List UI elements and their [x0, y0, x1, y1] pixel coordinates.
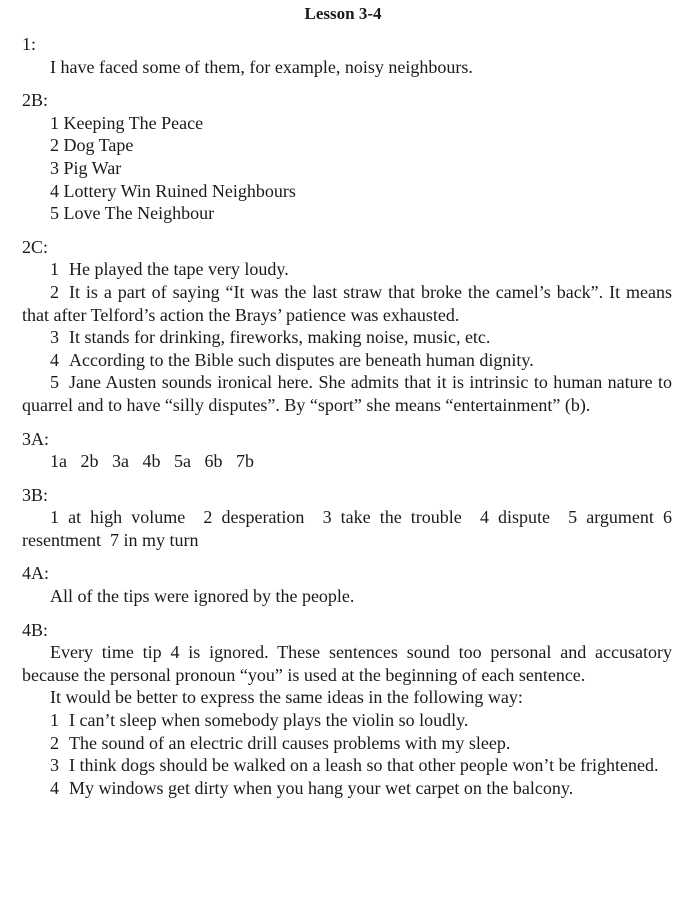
section-label: 1: [22, 34, 37, 54]
item-text: I can’t sleep when somebody plays the violin so loudly. [69, 710, 469, 731]
item-number: 1 [50, 710, 59, 731]
paragraph: Every time tip 4 is ignored. These sentences sound too personal and accusatory because the personal pronoun “you” is used at the beginning of each sentence. [22, 642, 672, 685]
item-number: 2 [50, 281, 59, 302]
item-number: 2 [50, 732, 59, 753]
item-number: 5 [50, 372, 59, 393]
list-item [22, 754, 672, 777]
list-item: 5 Love The Neighbour [50, 203, 215, 224]
list-item [22, 258, 672, 281]
answer-text: All of the tips were ignored by the people. [50, 586, 355, 607]
list-item [22, 709, 672, 732]
list-item [22, 326, 672, 349]
section-4a [22, 562, 672, 607]
answer: 4b [142, 451, 161, 472]
section-4b [22, 619, 672, 800]
item-text: It is a part of saying “It was the last straw that broke the camel’s back”. It means that after Telford’s action the Brays’ patience was exhausted. [22, 281, 672, 325]
answer: 3a [112, 451, 129, 472]
section-3b [22, 484, 677, 552]
list-item: 2 Dog Tape [50, 135, 134, 156]
answer: 7b [236, 451, 254, 472]
answer-text: 1 at high volume 2 desperation 3 take the trouble 4 dispute 5 argument 6 resentment 7 in my turn [22, 507, 677, 550]
list-item [22, 281, 672, 326]
section-3a [22, 428, 672, 473]
answer: 6b [204, 451, 223, 472]
item-number: 4 [50, 777, 59, 798]
item-text: It stands for drinking, fireworks, making noise, music, etc. [69, 327, 491, 348]
section-label: 3A: [22, 428, 49, 449]
list-item [22, 349, 672, 372]
section-2b [22, 89, 672, 225]
list-item [22, 371, 672, 416]
answer: 1a [50, 451, 67, 472]
list-item [22, 777, 672, 800]
section-label: 3B: [22, 484, 49, 505]
section-label: 4B: [22, 619, 49, 640]
page-title: Lesson 3-4 [304, 4, 382, 23]
item-text: I think dogs should be walked on a leash so that other people won’t be frightened. [69, 755, 659, 776]
section-label: 4A: [22, 563, 49, 584]
item-text: He played the tape very loudy. [69, 259, 289, 280]
item-number: 4 [50, 349, 59, 370]
list-item: 3 Pig War [50, 157, 122, 178]
section-label: 2B: [22, 90, 49, 111]
section-2c [22, 236, 672, 417]
answer: 2b [80, 451, 99, 472]
answer-text: I have faced some of them, for example, noisy neighbours. [50, 56, 473, 77]
item-text: Jane Austen sounds ironical here. She admits that it is intrinsic to human nature to quarrel and to have “silly disputes”. By “sport” she means “entertainment” (b). [22, 372, 672, 415]
item-text: The sound of an electric drill causes problems with my sleep. [69, 732, 511, 753]
answer: 5a [174, 451, 191, 472]
list-item: 4 Lottery Win Ruined Neighbours [50, 180, 296, 201]
item-text: My windows get dirty when you hang your wet carpet on the balcony. [69, 777, 574, 798]
item-number: 1 [50, 259, 59, 280]
item-number: 3 [50, 755, 59, 776]
item-number: 3 [50, 327, 59, 348]
list-item: 1 Keeping The Peace [50, 112, 204, 133]
list-item [22, 732, 672, 755]
section-1 [22, 33, 672, 78]
section-label: 2C: [22, 236, 49, 257]
item-text: According to the Bible such disputes are beneath human dignity. [69, 349, 534, 370]
paragraph: It would be better to express the same ideas in the following way: [50, 687, 523, 708]
answer-row [22, 450, 672, 473]
